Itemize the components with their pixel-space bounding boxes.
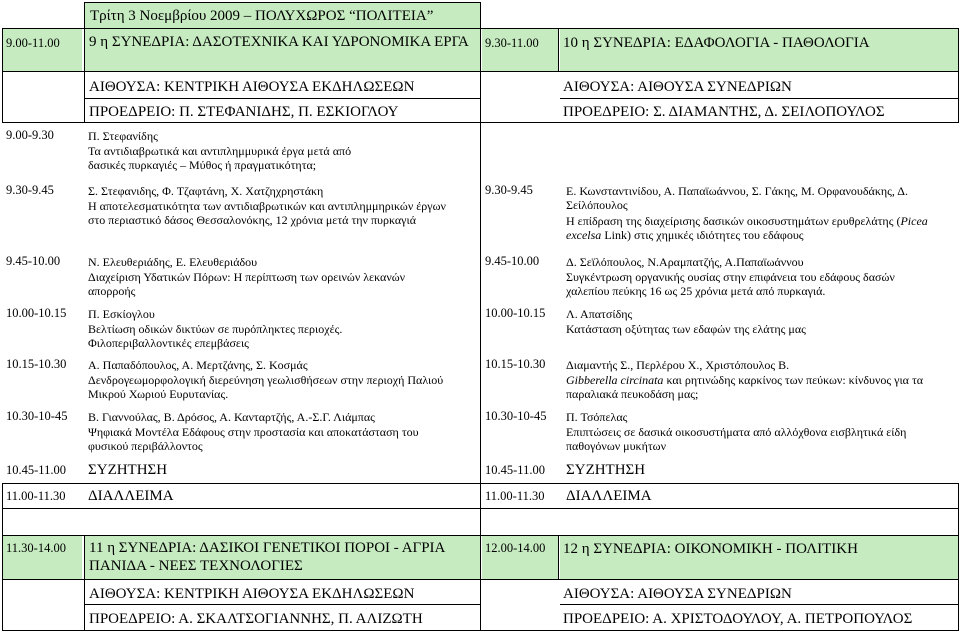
session-11-room: ΑΙΘΟΥΣΑ: ΚΕΝΤΡΙΚΗ ΑΙΘΟΥΣΑ ΕΚΔΗΛΩΣΕΩΝ [89, 586, 415, 602]
session-9-chairs: ΠΡΟΕΔΡΕΙΟ: Π. ΣΤΕΦΑΝΙΔΗΣ, Π. ΕΣΚΙΟΓΛΟΥ [89, 104, 399, 120]
talk-authors: Σ. Στεφανιδης, Φ. Τζαφτάνη, Χ. Χατζηχρηστάκη [88, 184, 324, 198]
talk-title: Η αποτελεσματικότητα των αντιδιαβρωτικών και αντιπλημμηρικών έργων στο περιαστικό δάσος Θεσσαλονόκης, 12 χρόνια μετά την πυρκαγιά [88, 199, 446, 228]
discussion-time: 10.45-11.00 [485, 463, 545, 477]
talk-time: 10.00-10.15 [6, 306, 67, 320]
talk-title: Η επίδραση της διαχείρισης δασικών οικοσυστημάτων ερυθρελάτης (Picea excelsa Link) στις χημικές ιδιότητες του εδάφους [566, 214, 928, 243]
session-11-title: 11 η ΣΥΝΕΔΡΙΑ: ΔΑΣΙΚΟΙ ΓΕΝΕΤΙΚΟΙ ΠΟΡΟΙ - ΑΓΡΙΑ ΠΑΝΙΔΑ - ΝΕΕΣ ΤΕΧΝΟΛΟΓΙΕΣ [89, 540, 445, 574]
talk-title: Συγκέντρωση οργανικής ουσίας στην επιφάνεια του εδάφους δασών χαλεπίου πεύκης 16 ως 25 χρόνια μετά από πυρκαγιά. [566, 270, 895, 299]
session-9-time: 9.00-11.00 [6, 36, 60, 50]
break-time: 11.00-11.30 [6, 489, 66, 503]
talk-time: 9.45-10.00 [6, 254, 61, 268]
talk-authors: Π. Εσκίογλου [88, 307, 155, 321]
talk-authors: Π. Στεφανίδης [88, 129, 158, 143]
talk-authors: Π. Τσόπελας [566, 410, 628, 424]
talk-time: 10.15-10.30 [485, 357, 546, 371]
talk-time: 10.30-10-45 [6, 409, 68, 423]
session-10-title: 10 η ΣΥΝΕΔΡΙΑ: ΕΔΑΦΟΛΟΓΙΑ - ΠΑΘΟΛΟΓΙΑ [563, 35, 870, 51]
talk-authors: Β. Γιαννούλας, Β. Δρόσος, Α. Κανταρτζής, Α.-Σ.Γ. Λιάμπας [88, 410, 375, 424]
session-11-time: 11.30-14.00 [6, 541, 66, 555]
talk-time: 10.30-10-45 [485, 409, 547, 423]
session-10-room: ΑΙΘΟΥΣΑ: ΑΙΘΟΥΣΑ ΣΥΝΕΔΡΙΩΝ [563, 79, 792, 95]
talk-time: 10.15-10.30 [6, 357, 67, 371]
talk-authors: Λ. Απατσίδης [566, 307, 633, 321]
talk-title: Τα αντιδιαβρωτικά και αντιπλημμυρικά έργα μετά από δασικές πυρκαγιές – Μύθος ή πραγματικότητα; [88, 144, 352, 173]
talk-time: 9.30-9.45 [6, 183, 54, 197]
discussion-time: 10.45-11.00 [6, 463, 66, 477]
talk-time: 9.30-9.45 [485, 183, 533, 197]
session-9-room: ΑΙΘΟΥΣΑ: ΚΕΝΤΡΙΚΗ ΑΙΘΟΥΣΑ ΕΚΔΗΛΩΣΕΩΝ [89, 79, 415, 95]
session-12-chairs: ΠΡΟΕΔΡΕΙΟ: Α. ΧΡΙΣΤΟΔΟΥΛΟΥ, Α. ΠΕΤΡΟΠΟΥΛΟΣ [563, 611, 913, 627]
talk-authors: Ε. Κωνσταντινίδου, Α. Παπαϊωάννου, Σ. Γάκης, Μ. Ορφανουδάκης, Δ. Σείλόπουλος [566, 184, 908, 213]
talk-title: Βελτίωση οδικών δικτύων σε πυρόπληκτες περιοχές. Φιλοπεριβαλλοντικές επεμβάσεις [88, 322, 343, 351]
talk-title: Διαχείριση Υδατικών Πόρων: Η περίπτωση των ορεινών λεκανών απορροής [88, 270, 406, 299]
break-label: ΔΙΑΛΛΕΙΜΑ [566, 488, 652, 504]
talk-time: 10.00-10.15 [485, 306, 546, 320]
page-title: Τρίτη 3 Νοεμβρίου 2009 – ΠΟΛΥΧΩΡΟΣ “ΠΟΛΙΤΕΙΑ” [90, 8, 434, 24]
session-12-title: 12 η ΣΥΝΕΔΡΙΑ: ΟΙΚΟΝΟΜΙΚΗ - ΠΟΛΙΤΙΚΗ [563, 541, 858, 557]
talk-authors: Ν. Ελευθεριάδης, Ε. Ελευθεριάδου [88, 255, 258, 269]
talk-time: 9.45-10.00 [485, 254, 540, 268]
talk-title: Gibberella circinata και ρητινώδης καρκίνος των πεύκων: κίνδυνος για τα παραλιακά πευκοδάση μας; [566, 373, 924, 402]
session-12-time: 12.00-14.00 [485, 541, 546, 555]
session-11-chairs: ΠΡΟΕΔΡΕΙΟ: Α. ΣΚΑΛΤΣΟΓΙΑΝΝΗΣ, Π. ΑΛΙΖΩΤΗ [89, 611, 423, 627]
talk-title: Δενδρογεωμορφολογική διερεύνηση γεωλισθήσεων στην περιοχή Παλιού Μικρού Χωριού Ευρυτανίας. [88, 373, 444, 402]
session-10-time: 9.30-11.00 [485, 36, 539, 50]
session-9-title: 9 η ΣΥΝΕΔΡΙΑ: ΔΑΣΟΤΕΧΝΙΚΑ ΚΑΙ ΥΔΡΟΝΟΜΙΚΑ ΕΡΓΑ [89, 34, 469, 50]
talk-authors: Δ. Σεϊλόπουλος, Ν.Αραμπατζής, Α.Παπαϊωάννου [566, 255, 804, 269]
discussion-label: ΣΥΖΗΤΗΣΗ [566, 462, 646, 478]
talk-time: 9.00-9.30 [6, 128, 54, 142]
talk-authors: Διαμαντής Σ., Περλέρου Χ., Χριστόπουλος Β. [566, 358, 790, 372]
break-time: 11.00-11.30 [485, 489, 545, 503]
talk-title: Επιπτώσεις σε δασικά οικοσυστήματα από αλλόχθονα εισβλητικά είδη παθογόνων μυκήτων [566, 425, 907, 454]
talk-authors: Α. Παπαδόπουλος, Α. Μερτζάνης, Σ. Κοσμάς [88, 358, 308, 372]
talk-title: Κατάσταση οξύτητας των εδαφών της ελάτης μας [566, 322, 806, 336]
session-10-chairs: ΠΡΟΕΔΡΕΙΟ: Σ. ΔΙΑΜΑΝΤΗΣ, Δ. ΣΕΙΛΟΠΟΥΛΟΣ [563, 104, 885, 120]
talk-title: Ψηφιακά Μοντέλα Εδάφους στην προστασία και αποκατάσταση του φυσικού περιβάλλοντος [88, 425, 419, 454]
session-12-room: ΑΙΘΟΥΣΑ: ΑΙΘΟΥΣΑ ΣΥΝΕΔΡΙΩΝ [563, 586, 792, 602]
discussion-label: ΣΥΖΗΤΗΣΗ [88, 462, 168, 478]
break-label: ΔΙΑΛΛΕΙΜΑ [88, 488, 174, 504]
